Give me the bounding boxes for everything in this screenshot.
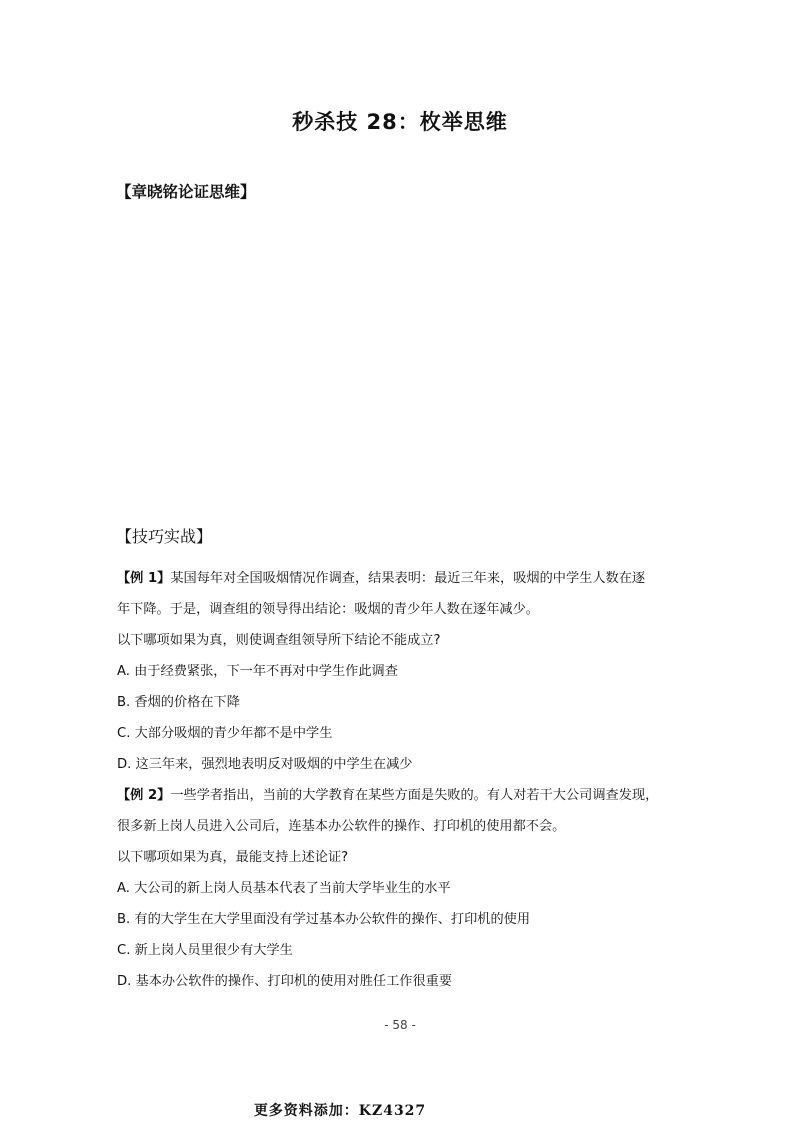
example2-stem-line1 (117, 780, 697, 811)
section-heading-practice: 【技巧实战】 (116, 527, 213, 546)
example1-option-a: A. 由于经费紧张，下一年不再对中学生作此调查 (117, 664, 398, 679)
example2-option-b: B. 有的大学生在大学里面没有学过基本办公软件的操作、打印机的使用 (117, 912, 531, 927)
example1-option-b: B. 香烟的价格在下降 (117, 695, 240, 710)
example1-option-d: D. 这三年来，强烈地表明反对吸烟的中学生在减少 (117, 757, 413, 772)
example2-question: 以下哪项如果为真，最能支持上述论证? (117, 850, 349, 865)
example2-option-c: C. 新上岗人员里很少有大学生 (117, 943, 293, 958)
example1-stem-line2: 年下降。于是，调查组的领导得出结论：吸烟的青少年人数在逐年减少。 (117, 602, 539, 617)
section-heading-theory: 【章晓铭论证思维】 (116, 183, 256, 201)
example2-option-a: A. 大公司的新上岗人员基本代表了当前大学毕业生的水平 (117, 881, 451, 896)
example1-stem-line1 (117, 563, 697, 594)
page-title: 秒杀技 28：枚举思维 (292, 110, 508, 134)
example2-stem-text: 一些学者指出，当前的大学教育在某些方面是失败的。有人对若干大公司调查发现， (170, 788, 659, 803)
example1-tag: 【例 1】 (117, 571, 171, 586)
example1-question: 以下哪项如果为真，则使调查组领导所下结论不能成立? (117, 633, 441, 648)
example1-option-c: C. 大部分吸烟的青少年都不是中学生 (117, 726, 333, 741)
example2-option-d: D. 基本办公软件的操作、打印机的使用对胜任工作很重要 (117, 974, 453, 989)
example1-stem-text: 某国每年对全国吸烟情况作调查，结果表明：最近三年来，吸烟的中学生人数在逐 (170, 571, 646, 586)
footer-note: 更多资料添加：KZ4327 (253, 1103, 427, 1119)
example2-stem-line2: 很多新上岗人员进入公司后，连基本办公软件的操作、打印机的使用都不会。 (117, 819, 566, 834)
examples-body (117, 563, 697, 997)
page-number: - 58 - (384, 1018, 416, 1032)
example2-tag: 【例 2】 (117, 788, 171, 803)
